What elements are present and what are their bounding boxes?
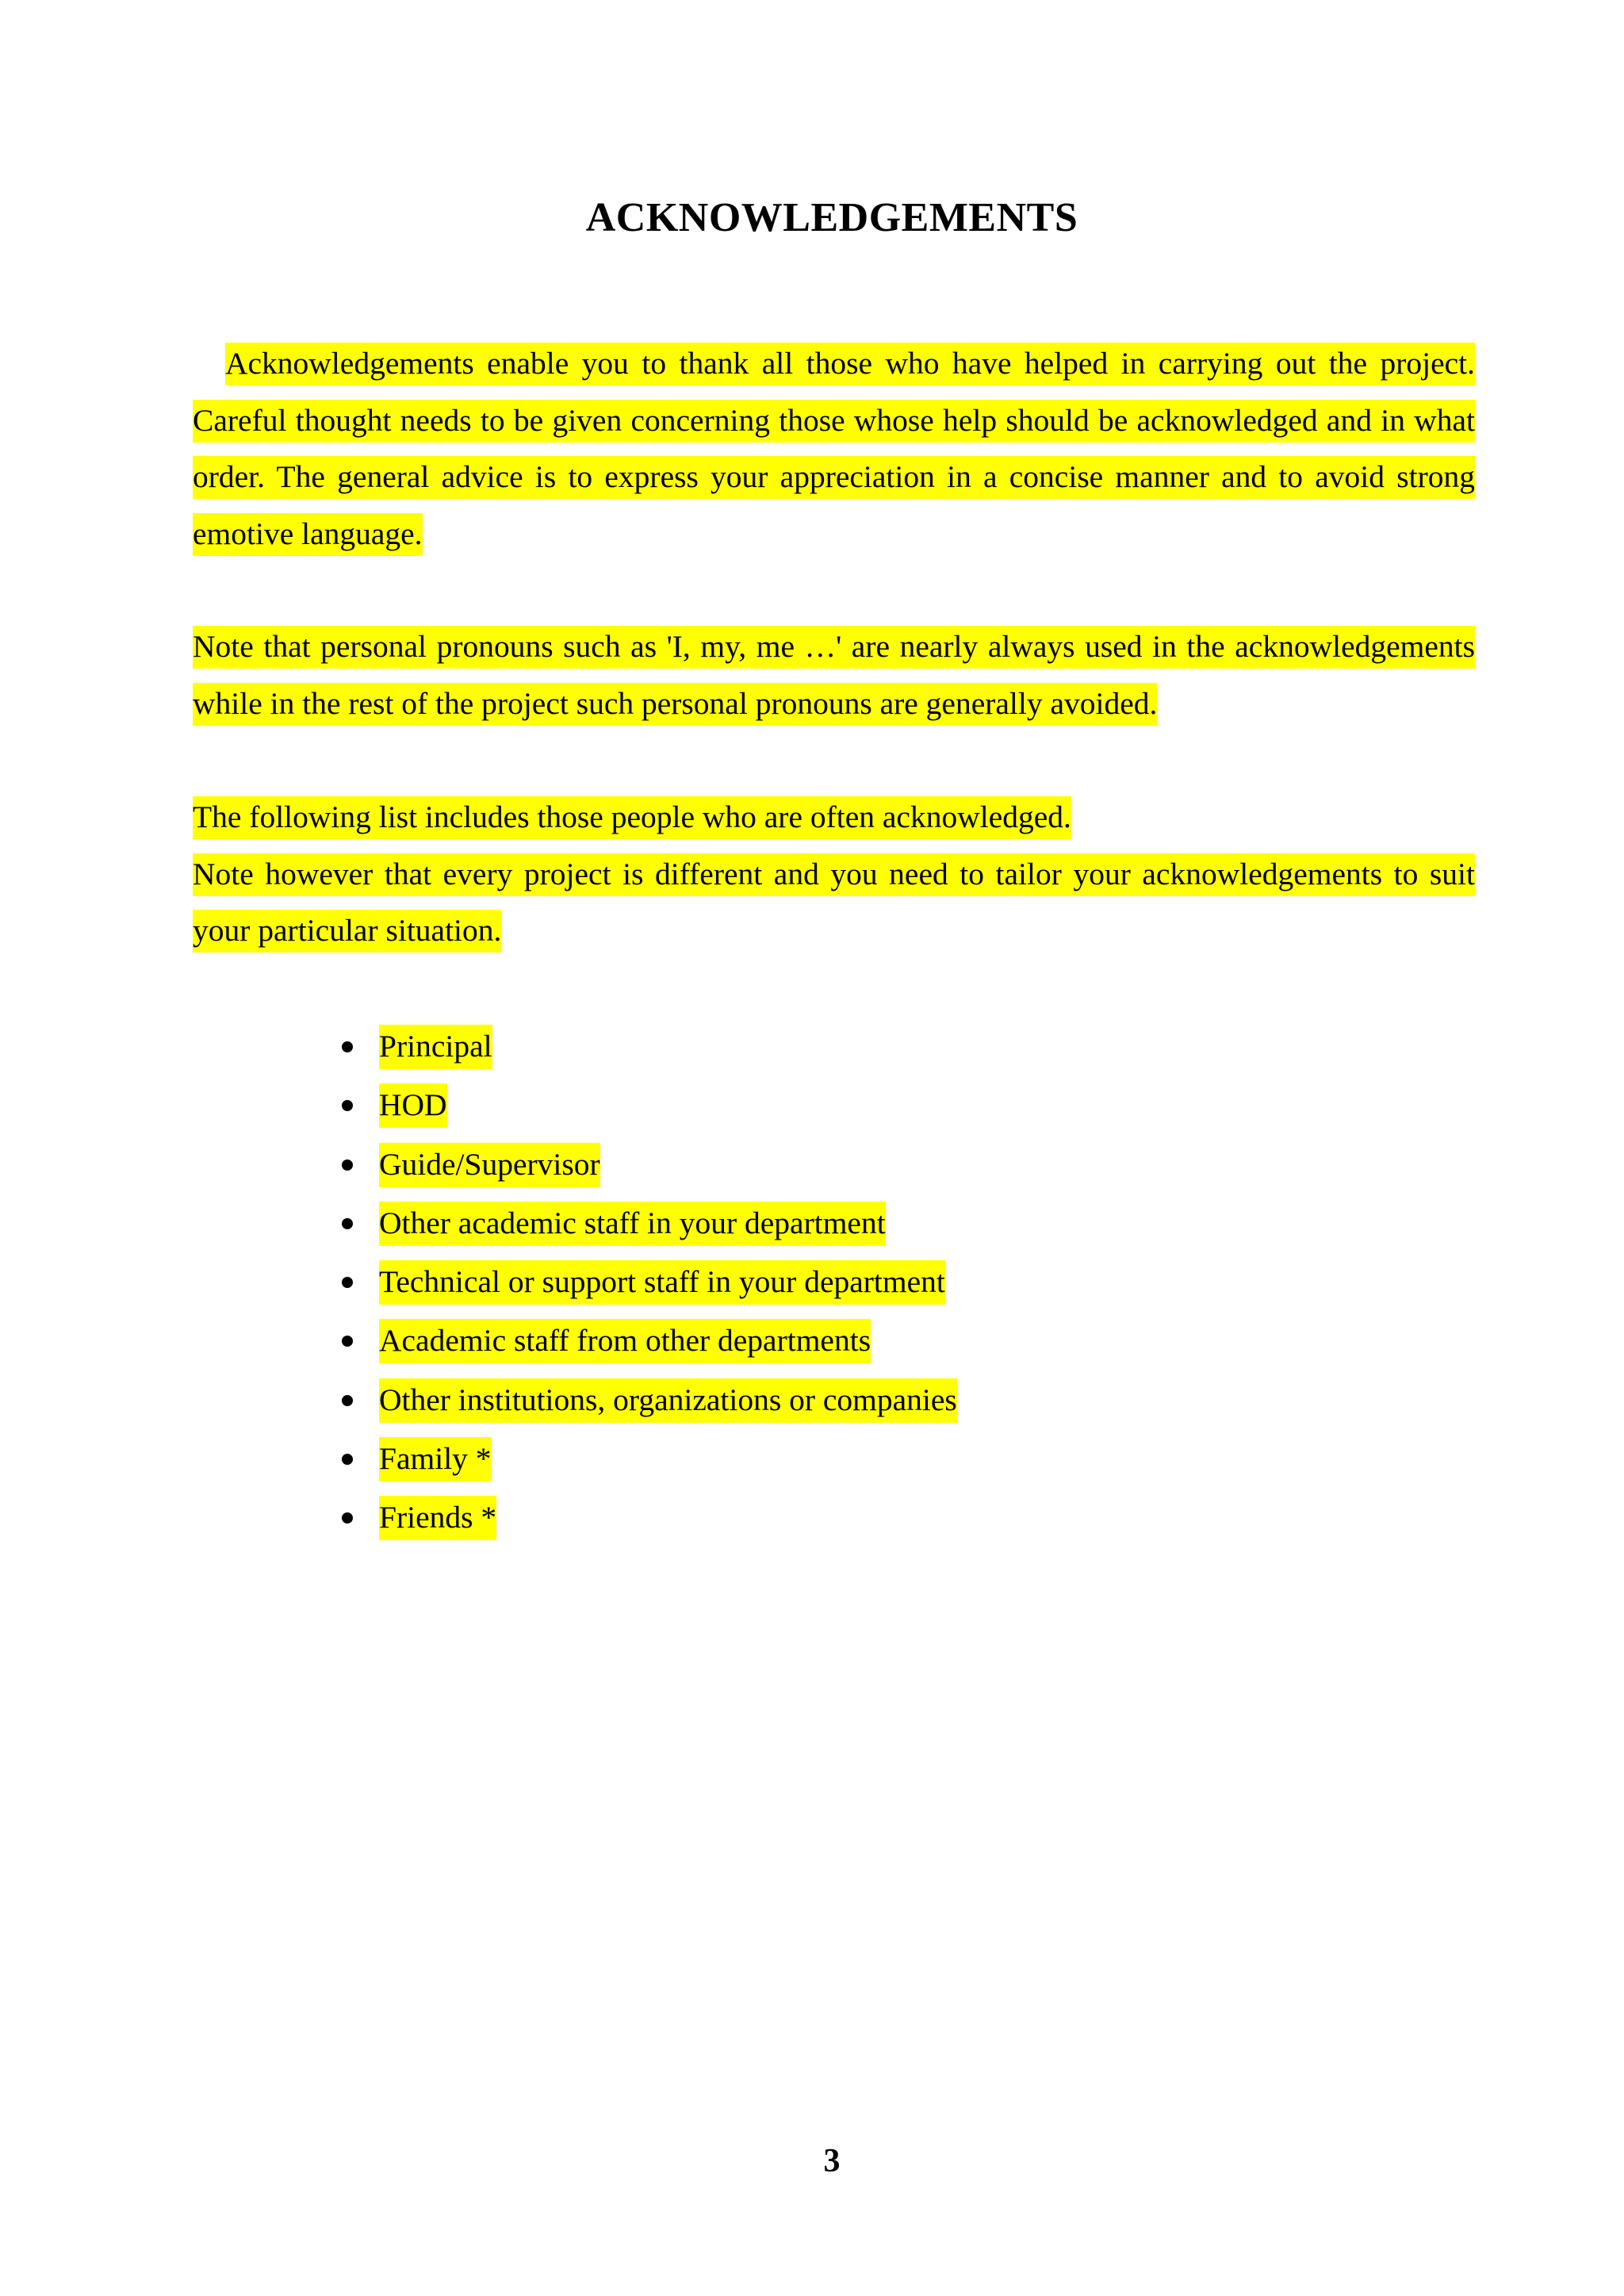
list-item <box>339 1311 957 1370</box>
list-item-text: HOD <box>379 1083 447 1128</box>
list-item <box>339 1194 957 1252</box>
list-item <box>339 1429 957 1488</box>
list-item-text: Technical or support staff in your department <box>379 1260 945 1305</box>
paragraph-tailor-note-text: Note however that every project is different and you need to tailor your acknowledgements to suit your particular situation. <box>193 853 1475 953</box>
list-item-text: Family * <box>379 1437 492 1481</box>
list-item <box>339 1488 957 1547</box>
list-item-text: Other institutions, organizations or companies <box>379 1378 957 1423</box>
list-item <box>339 1017 957 1075</box>
acknowledgement-list <box>339 1017 957 1547</box>
paragraph-list-intro <box>193 789 1475 960</box>
list-item-text: Principal <box>379 1025 492 1069</box>
bullet-icon <box>342 1336 353 1347</box>
page-number <box>0 2139 1624 2183</box>
list-item <box>339 1075 957 1134</box>
list-item-text: Academic staff from other departments <box>379 1319 871 1363</box>
bullet-icon <box>342 1454 353 1465</box>
bullet-icon <box>342 1041 353 1052</box>
bullet-icon <box>342 1395 353 1406</box>
list-item-text: Other academic staff in your department <box>379 1202 886 1246</box>
list-item <box>339 1370 957 1429</box>
paragraph-list-intro-text: The following list includes those people who are often acknowledged. <box>193 796 1071 839</box>
list-item-text: Guide/Supervisor <box>379 1143 600 1187</box>
paragraph-intro-text: Acknowledgements enable you to thank all those who have helped in carrying out the project. Careful thought needs to be given concerning those whose help should be acknowledged and in what order. The general advice is to express your appreciation in a concise manner and to avoid strong emotive language. <box>193 343 1475 556</box>
paragraph-pronouns-note-text: Note that personal pronouns such as 'I, my, me …' are nearly always used in the acknowledgements while in the rest of the project such personal pronouns are generally avoided. <box>193 626 1475 726</box>
page-number-text: 3 <box>823 2143 841 2179</box>
paragraph-pronouns-note <box>193 619 1475 732</box>
page-title <box>0 193 1624 243</box>
list-item-text: Friends * <box>379 1496 496 1540</box>
bullet-icon <box>342 1100 353 1111</box>
list-item <box>339 1135 957 1194</box>
bullet-icon <box>342 1159 353 1171</box>
list-item <box>339 1252 957 1311</box>
page-title-text: ACKNOWLEDGEMENTS <box>585 195 1078 240</box>
bullet-icon <box>342 1512 353 1524</box>
bullet-icon <box>342 1277 353 1288</box>
paragraph-intro <box>193 335 1475 562</box>
bullet-icon <box>342 1218 353 1229</box>
